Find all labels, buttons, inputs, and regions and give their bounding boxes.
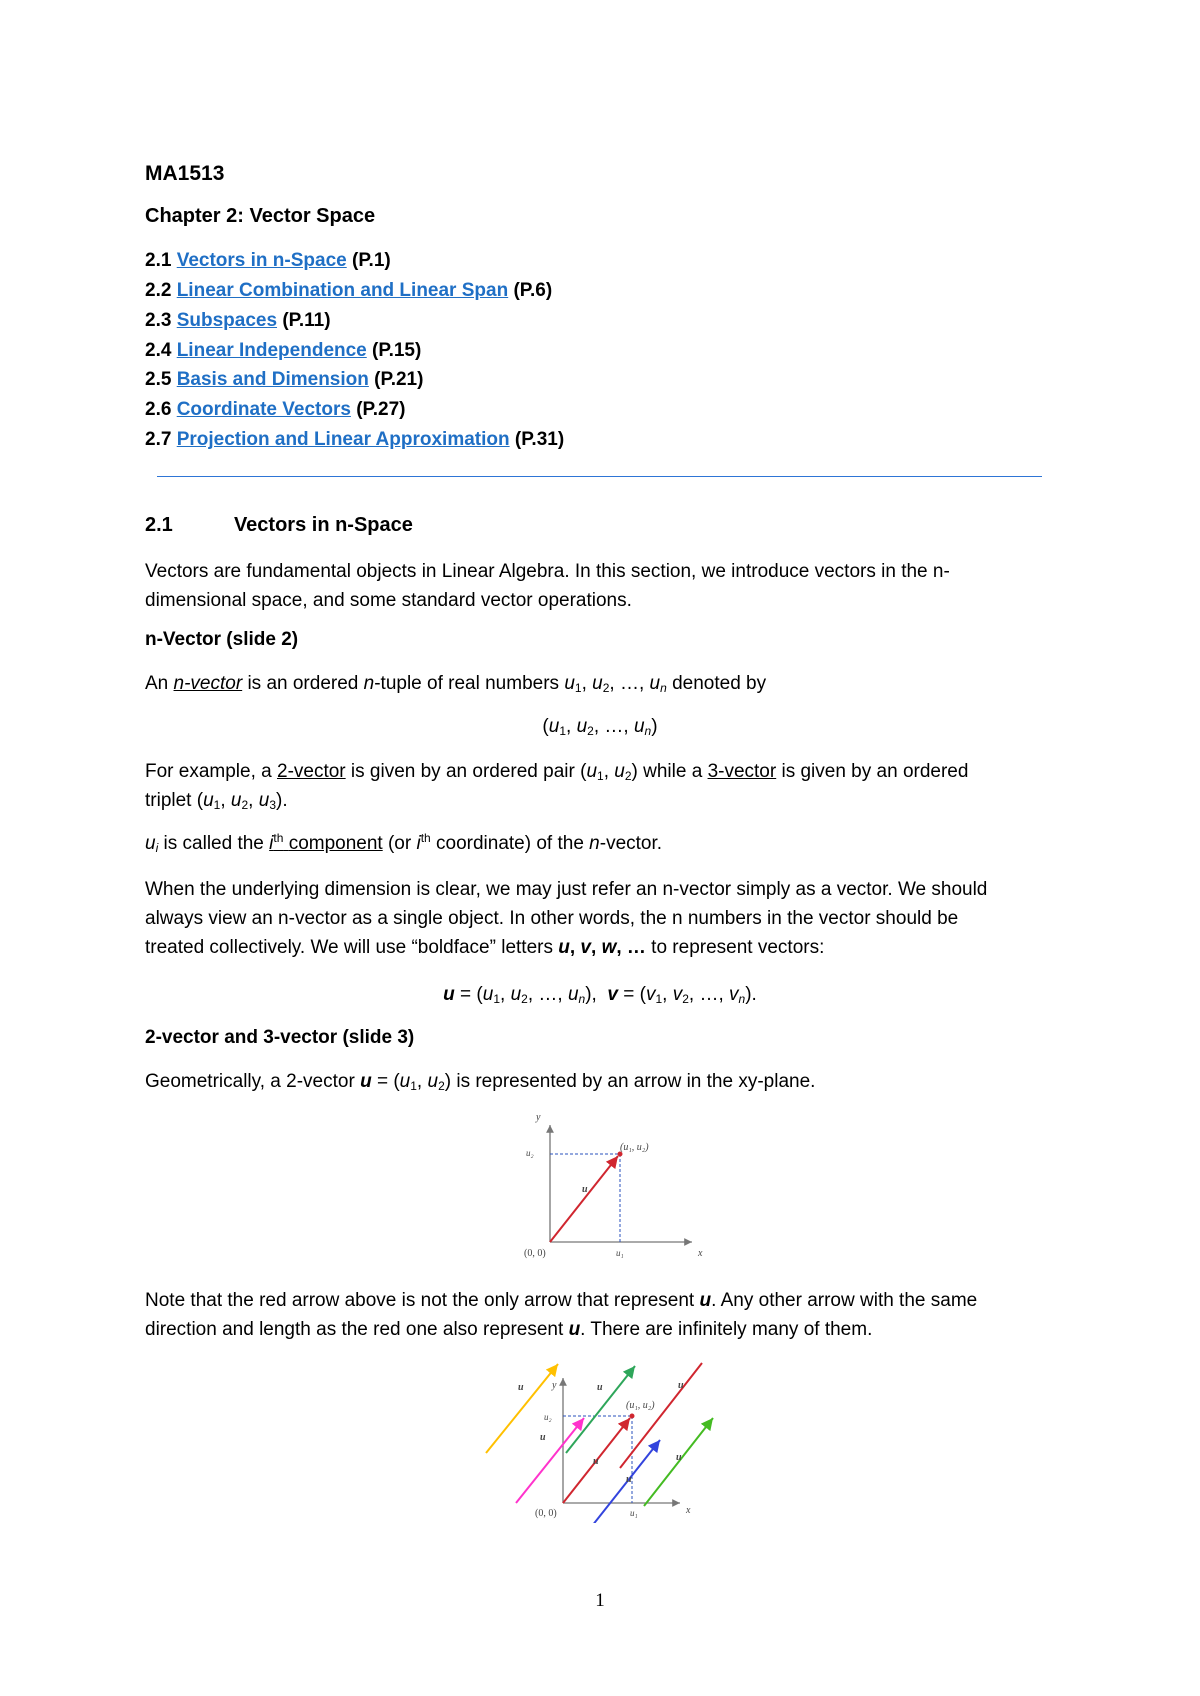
toc-link[interactable]: Linear Combination and Linear Span [176,280,509,301]
two-three-heading: 2-vector and 3-vector (slide 3) [145,1027,415,1048]
y-axis-label: y [536,1112,541,1123]
view-paragraph: When the underlying dimension is clear, we may just refer an n-vector simply as a vector. We should always view an n-vector as a single object. In other words, the n numbers in the vector should be treated collectively. We will use “boldface” letters u, v, w, … to represent vectors: [145,879,988,958]
toc-item: 2.6 Coordinate Vectors (P.27) [145,399,406,420]
vector-formula: $u = (u_1$, $u_2$, …, $u_n$), $v = (v_1$, $v_2$, …, $v_n$). [443,984,757,1006]
vector-label: u [597,1382,603,1393]
intro-paragraph: Vectors are fundamental objects in Linear Algebra. In this section, we introduce vectors in the n- dimensional space, and some standard vector operations. [145,561,950,611]
point-label: (u₁, u₂) [620,1142,649,1153]
vector-label: u [678,1380,684,1391]
y-axis-label: y [552,1380,557,1391]
endpoint-dot [630,1414,635,1419]
toc-item: 2.7 Projection and Linear Approximation (P.31) [145,429,565,450]
x-tick-label: u₁ [630,1508,638,1518]
divider-left [157,476,727,477]
vector-label: u [593,1456,599,1467]
example-paragraph: For example, a 2-vector is given by an ordered pair ($u_1$, $u_2$) while a 3-vector is given by an ordered triplet ($u_1$, $u_2$, $u_3$). [145,761,969,812]
toc-item: 2.2 Linear Combination and Linear Span (P.6) [145,280,553,301]
arrow-yellow [486,1364,558,1453]
note-paragraph: Note that the red arrow above is not the only arrow that represent u. Any other arrow with the same direction and length as the red one also represent u. There are infinitely many of them. [145,1290,978,1340]
nvector-definition: An n-vector is an ordered n-tuple of real numbers $u_1$, $u_2$, …, $u_n$ denoted by [145,673,767,695]
toc-link[interactable]: Projection and Linear Approximation [176,429,510,450]
course-code: MA1513 [145,162,225,185]
toc-link[interactable]: Coordinate Vectors [176,399,351,420]
x-tick-label: u₁ [616,1248,624,1258]
point-label: (u₁, u₂) [626,1400,655,1411]
vector-label: u [676,1452,682,1463]
y-tick-label: u₂ [544,1412,552,1422]
vector-label: u [582,1184,588,1195]
arrow-teal [566,1366,635,1453]
tuple-formula: ($u_1$, $u_2$, …, $u_n$) [542,716,658,738]
toc-link[interactable]: Vectors in n-Space [176,250,347,271]
geometric-sentence: Geometrically, a 2-vector $u = (u_1$, $u_2$) is represented by an arrow in the xy-plane. [145,1071,816,1093]
origin-label: (0, 0) [524,1248,546,1259]
chapter-title: Chapter 2: Vector Space [145,205,376,227]
component-definition: $u_i$ is called the $i^{th}$ component (or $i^{th}$ coordinate) of the n-vector. [145,831,663,855]
toc-item: 2.4 Linear Independence (P.15) [145,340,422,361]
section-heading: 2.1 Vectors in n-Space [145,514,413,536]
toc-link[interactable]: Basis and Dimension [176,369,369,390]
vector-label: u [518,1382,524,1393]
toc-item: 2.3 Subspaces (P.11) [145,310,331,331]
page-number: 1 [595,1590,605,1611]
divider-right [727,476,1042,477]
y-tick-label: u₂ [526,1148,534,1158]
toc-item: 2.1 Vectors in n-Space (P.1) [145,250,391,271]
vector-figure-multiple [480,1358,740,1523]
vector-figure-single [520,1110,720,1260]
nvector-heading: n-Vector (slide 2) [145,629,299,650]
vector-label: u [626,1474,632,1485]
x-axis-label: x [698,1248,703,1259]
origin-label: (0, 0) [535,1508,557,1519]
toc-item: 2.5 Basis and Dimension (P.21) [145,369,424,390]
toc-link[interactable]: Subspaces [176,310,278,331]
vector-label: u [540,1432,546,1443]
toc-link[interactable]: Linear Independence [176,340,367,361]
x-axis-label: x [686,1505,691,1516]
vector-arrow-u [550,1156,618,1242]
